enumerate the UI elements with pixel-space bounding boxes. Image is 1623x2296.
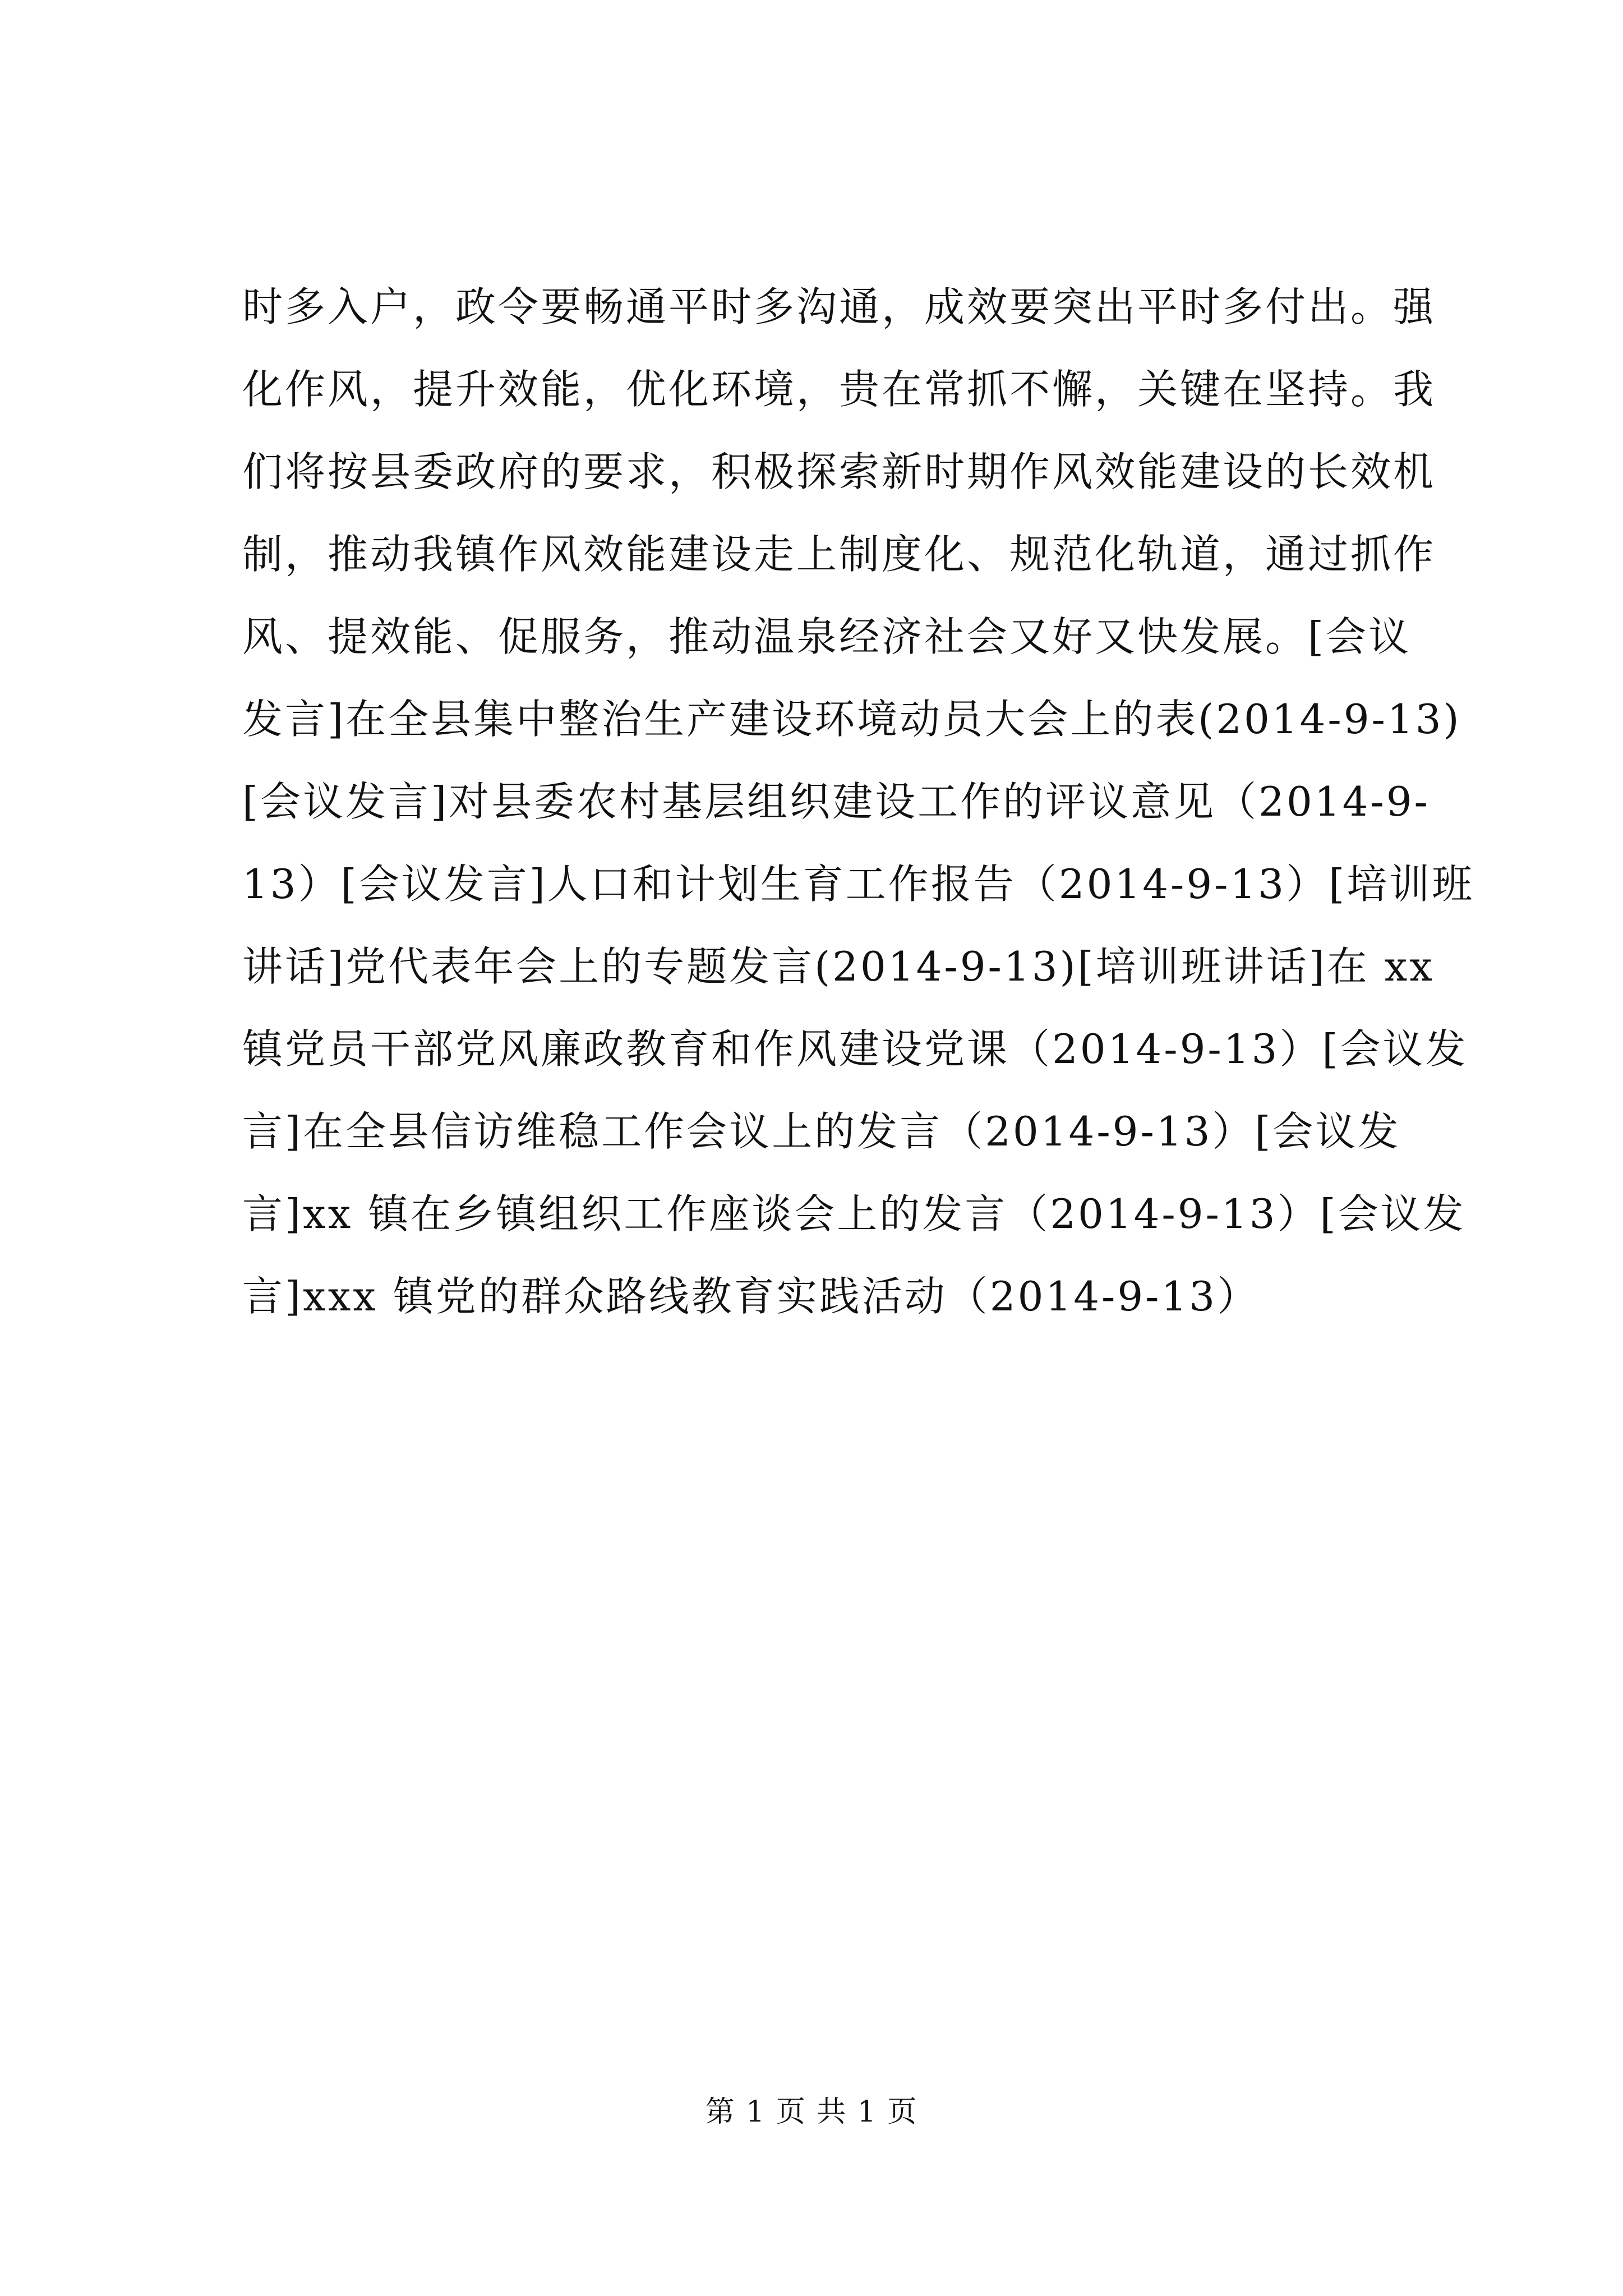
text-line: 们将按县委政府的要求，积极探索新时期作风效能建设的长效机 xyxy=(242,448,1436,495)
body-text xyxy=(242,266,1475,1338)
text-line: [会议发言]对县委农村基层组织建设工作的评议意见（2014-9- xyxy=(242,778,1430,825)
text-line: 13）[会议发言]人口和计划生育工作报告（2014-9-13）[培训班 xyxy=(242,861,1475,908)
text-line: 讲话]党代表年会上的专题发言(2014-9-13)[培训班讲话]在 xx xyxy=(242,943,1435,990)
text-line: 镇党员干部党风廉政教育和作风建设党课（2014-9-13）[会议发 xyxy=(242,1025,1468,1073)
text-line: 言]xxx 镇党的群众路线教育实践活动（2014-9-13） xyxy=(242,1273,1260,1320)
text-line: 风、提效能、促服务，推动温泉经济社会又好又快发展。[会议 xyxy=(242,613,1412,660)
page-footer: 第 1 页 共 1 页 xyxy=(705,2095,918,2129)
text-line: 言]xx 镇在乡镇组织工作座谈会上的发言（2014-9-13）[会议发 xyxy=(242,1190,1466,1237)
text-line: 时多入户，政令要畅通平时多沟通，成效要突出平时多付出。强 xyxy=(242,283,1436,330)
text-line: 化作风，提升效能，优化环境，贵在常抓不懈，关键在坚持。我 xyxy=(242,366,1436,413)
text-line: 发言]在全县集中整治生产建设环境动员大会上的表(2014-9-13) xyxy=(242,696,1461,743)
text-line: 制，推动我镇作风效能建设走上制度化、规范化轨道，通过抓作 xyxy=(242,531,1436,578)
text-line: 言]在全县信访维稳工作会议上的发言（2014-9-13）[会议发 xyxy=(242,1108,1401,1155)
